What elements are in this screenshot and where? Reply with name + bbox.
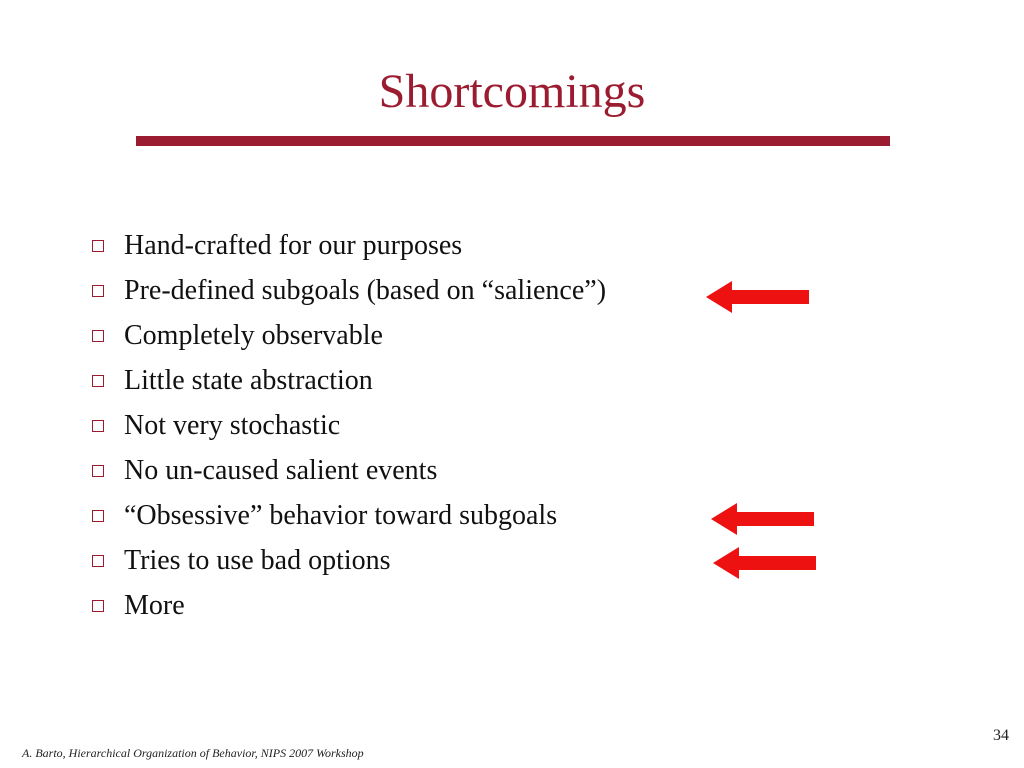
bullet-item [92,358,606,403]
bullet-text: Pre-defined subgoals (based on “salience”) [124,274,607,306]
bullet-text: Hand-crafted for our purposes [124,229,463,261]
bullet-text: Tries to use bad options [124,544,391,576]
slide-title: Shortcomings [378,65,646,118]
bullet-item [92,538,606,583]
left-arrow-icon [706,281,810,313]
bullet-item [92,223,606,268]
square-bullet-icon [92,600,104,612]
title-underline [136,136,890,146]
square-bullet-icon [92,555,104,567]
bullet-text: “Obsessive” behavior toward subgoals [124,499,558,531]
bullet-item [92,493,606,538]
bullet-text: Little state abstraction [124,364,373,396]
bullet-item [92,403,606,448]
square-bullet-icon [92,285,104,297]
bullet-text: Not very stochastic [124,409,341,441]
square-bullet-icon [92,510,104,522]
left-arrow-icon [711,503,815,535]
square-bullet-icon [92,240,104,252]
square-bullet-icon [92,465,104,477]
bullet-text: More [124,589,185,621]
page-number: 34 [993,727,1009,744]
bullet-list [92,223,606,628]
bullet-item [92,448,606,493]
bullet-text: No un-caused salient events [124,454,438,486]
bullet-item [92,268,606,313]
footer-citation: A. Barto, Hierarchical Organization of Behavior, NIPS 2007 Workshop [22,746,364,760]
bullet-item [92,313,606,358]
bullet-item [92,583,606,628]
left-arrow-icon [713,547,817,579]
bullet-text: Completely observable [124,319,383,351]
square-bullet-icon [92,420,104,432]
square-bullet-icon [92,375,104,387]
square-bullet-icon [92,330,104,342]
